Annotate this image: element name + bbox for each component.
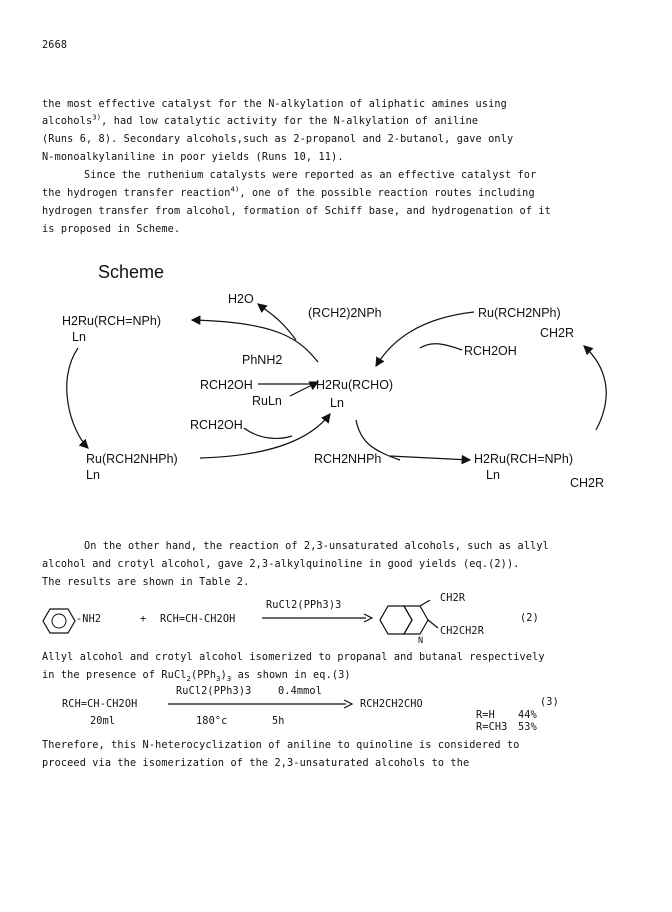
page-number: 2668 [42, 40, 68, 51]
ligand-label: Ln [486, 468, 500, 482]
ru-amine-complex-label: Ru(RCH2NHPh) [86, 452, 178, 466]
catalyst-label: RuCl2(PPh3)3 [176, 686, 252, 697]
catalyst-amount: 0.4mmol [278, 686, 322, 697]
amine-group: -NH2 [76, 614, 102, 625]
text-line: is proposed in Scheme. [42, 224, 181, 235]
catalyst-label: RuLn [252, 394, 282, 408]
ligand-label: Ln [72, 330, 86, 344]
yield-1: 44% [518, 710, 537, 721]
text-line: the most effective catalyst for the N-alkylation of aliphatic amines using [42, 99, 507, 110]
text-line: N-monoalkylaniline in poor yields (Runs 10, 11). [42, 152, 344, 163]
substituent-r2: R=CH3 [476, 722, 508, 733]
text-line: On the other hand, the reaction of 2,3-unsaturated alcohols, such as allyl [84, 541, 549, 552]
alcohol-label: RCH2OH [190, 418, 243, 432]
secondary-amine-label: RCH2NHPh [314, 452, 382, 466]
scheme-title: Scheme [98, 262, 165, 282]
nitrogen-atom: N [418, 636, 424, 646]
aniline-label: PhNH2 [242, 353, 283, 367]
text-line: proceed via the isomerization of the 2,3-unsaturated alcohols to the [42, 758, 470, 769]
text-line: The results are shown in Table 2. [42, 577, 250, 588]
product: RCH2CH2CHO [360, 699, 423, 710]
alkyl-label: CH2R [570, 476, 605, 490]
text-line: alcohol and crotyl alcohol, gave 2,3-alkylquinoline in good yields (eq.(2)). [42, 559, 520, 570]
ligand-label: Ln [330, 396, 344, 410]
substituent-bottom: CH2CH2R [440, 626, 484, 637]
text-line: alcohols$^{3)}$, had low catalytic activity for the N-alkylation of aniline [42, 112, 479, 127]
reaction-arrow [262, 612, 374, 624]
yield-2: 53% [518, 722, 537, 733]
text-line: Since the ruthenium catalysts were reported as an effective catalyst for [84, 170, 537, 181]
water-label: H2O [228, 292, 254, 306]
allylic-alcohol: RCH=CH-CH2OH [160, 614, 236, 625]
text-line: Allyl alcohol and crotyl alcohol isomerized to propanal and butanal respectively [42, 652, 545, 663]
ru-imine-complex-label: H2Ru(RCH=NPh) [62, 314, 161, 328]
alcohol-label: RCH2OH [200, 378, 253, 392]
text-line: (Runs 6, 8). Secondary alcohols,such as 2-propanol and 2-butanol, gave only [42, 134, 514, 145]
text-line: the hydrogen transfer reaction$^{4)}$, one of the possible reaction routes including [42, 184, 535, 199]
ru-iminium-complex-label: H2Ru(RCH=NPh) [474, 452, 573, 466]
text-line: hydrogen transfer from alcohol, formation of Schiff base, and hydrogenation of it [42, 206, 551, 217]
tertiary-amine-label: (RCH2)2NPh [308, 306, 382, 320]
equation-number: (2) [520, 613, 539, 624]
equation-number: (3) [540, 697, 559, 708]
ru-amide-complex-label: Ru(RCH2NPh) [478, 306, 561, 320]
plus-sign: + [140, 614, 147, 625]
alkyl-label: CH2R [540, 326, 575, 340]
ru-aldehyde-complex-label: H2Ru(RCHO) [316, 378, 394, 392]
reactant: RCH=CH-CH2OH [62, 699, 138, 710]
ligand-label: Ln [86, 468, 100, 482]
quinoline-structure [378, 600, 448, 642]
reaction-arrow [168, 698, 354, 710]
solvent-volume: 20ml [90, 716, 116, 727]
text-line: in the presence of $RuCl_2(PPh_3)_3$ as shown in eq.(3) [42, 670, 351, 684]
temperature: 180°c [196, 716, 228, 727]
substituent-r1: R=H [476, 710, 495, 721]
catalyst-label: RuCl2(PPh3)3 [266, 600, 342, 611]
text-line: Therefore, this N-heterocyclization of aniline to quinoline is considered to [42, 740, 520, 751]
substituent-top: CH2R [440, 593, 466, 604]
reaction-time: 5h [272, 716, 285, 727]
benzene-ring-icon [42, 608, 76, 634]
alcohol-label: RCH2OH [464, 344, 517, 358]
